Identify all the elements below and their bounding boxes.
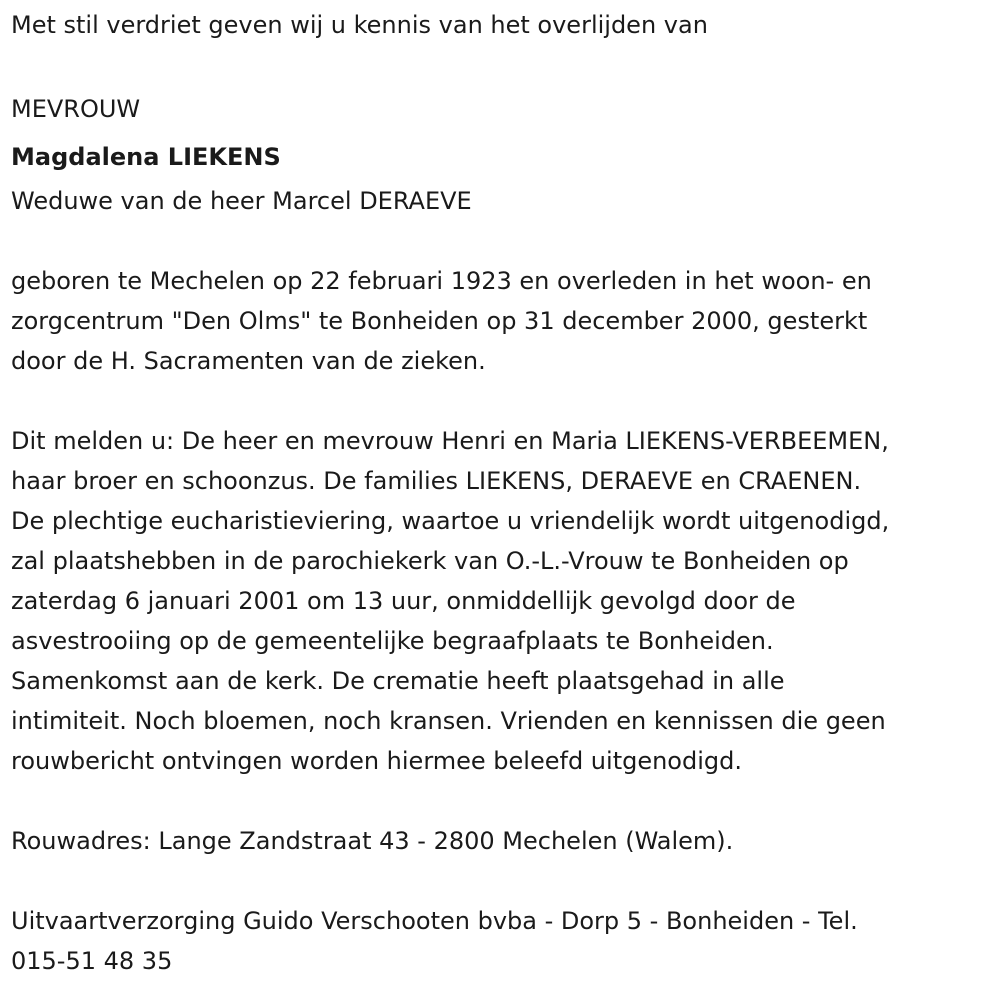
undertaker-info	[11, 901, 996, 981]
spacer	[11, 221, 996, 261]
intro-text: Met stil verdriet geven wij u kennis van het overlijden van	[11, 11, 708, 39]
spacer	[11, 381, 996, 421]
paragraph-line: geboren te Mechelen op 22 februari 1923 en overleden in het woon- en	[11, 267, 872, 295]
paragraph-line: intimiteit. Noch bloemen, noch kransen. Vrienden en kennissen die geen	[11, 707, 886, 735]
announcement-paragraph	[11, 421, 996, 781]
paragraph-line: haar broer en schoonzus. De families LIEKENS, DERAEVE en CRAENEN.	[11, 467, 862, 495]
honorific-title: MEVROUW	[11, 95, 141, 123]
paragraph-line: Uitvaartverzorging Guido Verschooten bvba - Dorp 5 - Bonheiden - Tel.	[11, 907, 858, 935]
deceased-name: Magdalena LIEKENS	[11, 143, 281, 171]
paragraph-line: Samenkomst aan de kerk. De crematie heeft plaatsgehad in alle	[11, 667, 785, 695]
birth-death-paragraph	[11, 261, 996, 381]
paragraph-line: door de H. Sacramenten van de zieken.	[11, 347, 486, 375]
paragraph-line: zorgcentrum "Den Olms" te Bonheiden op 31 december 2000, gesterkt	[11, 307, 868, 335]
paragraph-line: Dit melden u: De heer en mevrouw Henri en Maria LIEKENS-VERBEEMEN,	[11, 427, 889, 455]
obituary-notice	[11, 5, 996, 981]
spacer	[11, 45, 996, 85]
paragraph-line: asvestrooiing op de gemeentelijke begraafplaats te Bonheiden.	[11, 627, 774, 655]
paragraph-line: zal plaatshebben in de parochiekerk van O.-L.-Vrouw te Bonheiden op	[11, 547, 849, 575]
paragraph-line: De plechtige eucharistieviering, waartoe u vriendelijk wordt uitgenodigd,	[11, 507, 890, 535]
paragraph-line: rouwbericht ontvingen worden hiermee beleefd uitgenodigd.	[11, 747, 742, 775]
mourning-address: Rouwadres: Lange Zandstraat 43 - 2800 Mechelen (Walem).	[11, 827, 734, 855]
spacer	[11, 781, 996, 821]
spacer	[11, 861, 996, 901]
phone-number: 015-51 48 35	[11, 947, 173, 975]
paragraph-line: zaterdag 6 januari 2001 om 13 uur, onmiddellijk gevolgd door de	[11, 587, 796, 615]
spouse-line: Weduwe van de heer Marcel DERAEVE	[11, 187, 472, 215]
